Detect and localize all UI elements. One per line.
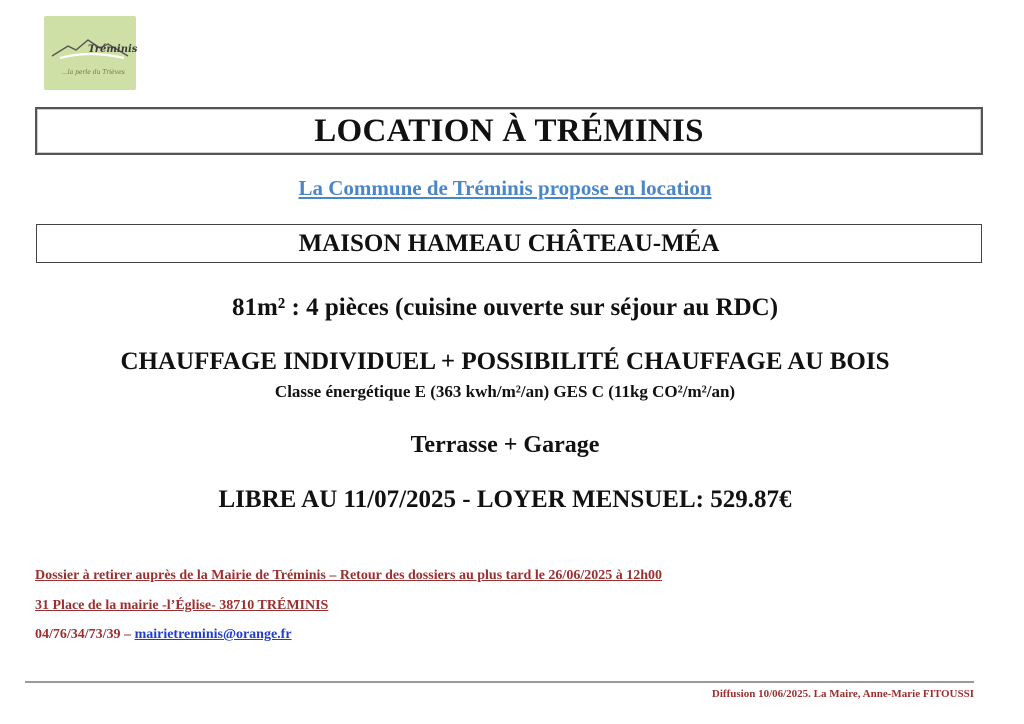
extras-line: Terrasse + Garage bbox=[410, 432, 600, 458]
property-name: MAISON HAMEAU CHÂTEAU-MÉA bbox=[298, 229, 720, 257]
contact-separator: – bbox=[124, 627, 132, 642]
footer-signature: Diffusion 10/06/2025. La Maire, Anne-Marie FITOUSSI bbox=[711, 688, 974, 700]
subtitle: La Commune de Tréminis propose en location bbox=[298, 176, 712, 200]
heating-line: CHAUFFAGE INDIVIDUEL + POSSIBILITÉ CHAUFFAGE AU BOIS bbox=[120, 348, 890, 375]
email-link[interactable]: mairietreminis@orange.fr bbox=[134, 627, 292, 642]
mairie-address: 31 Place de la mairie -l’Église- 38710 TRÉMINIS bbox=[35, 598, 329, 613]
footer-divider bbox=[25, 681, 974, 683]
title-box bbox=[35, 107, 983, 155]
logo-wordmark: Tréminis bbox=[88, 44, 138, 55]
dossier-instructions: Dossier à retirer auprès de la Mairie de Tréminis – Retour des dossiers au plus tard le 26/06/2025 à 12h00 bbox=[35, 568, 662, 583]
availability-rent-line: LIBRE AU 11/07/2025 - LOYER MENSUEL: 529.87€ bbox=[218, 486, 792, 513]
phone-number: 04/76/34/73/39 bbox=[35, 627, 121, 642]
contact-line bbox=[35, 627, 292, 643]
property-name-box bbox=[36, 224, 982, 263]
energy-class-line: Classe énergétique E (363 kwh/m²/an) GES C (11kg CO²/m²/an) bbox=[274, 382, 736, 401]
commune-logo bbox=[44, 16, 136, 90]
page-title: LOCATION À TRÉMINIS bbox=[314, 112, 704, 149]
logo-tagline: ...la perle du Trièves bbox=[62, 69, 125, 76]
rooms-line: 81m² : 4 pièces (cuisine ouverte sur séjour au RDC) bbox=[231, 294, 779, 321]
